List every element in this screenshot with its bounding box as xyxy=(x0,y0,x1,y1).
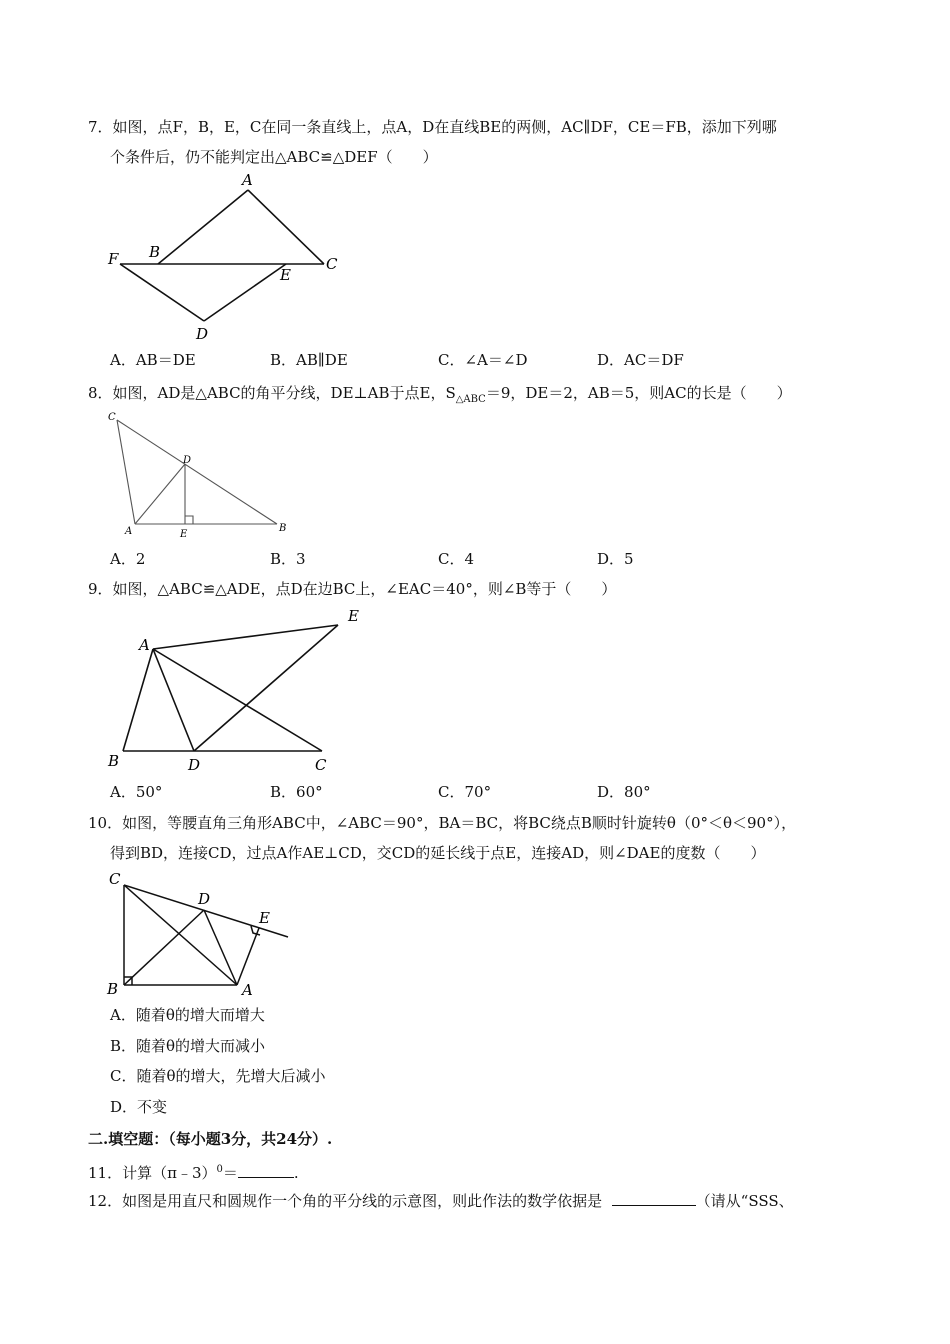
q12-line xyxy=(88,1191,794,1211)
q12-number: 12． xyxy=(88,1192,123,1210)
q11-line xyxy=(88,1160,299,1183)
q7-text-line2: 个条件后，仍不能判定出△ABC≌△DEF（ ） xyxy=(110,148,438,166)
q9-label-b: B xyxy=(108,752,120,770)
q7-number: 7． xyxy=(88,118,113,136)
q10-label-c: C xyxy=(109,870,121,888)
q9-figure xyxy=(100,603,370,778)
q9-label-a: A xyxy=(139,636,150,654)
q8-option-a: A．2 xyxy=(110,550,146,568)
q9-label-e: E xyxy=(348,607,359,625)
q7-figure xyxy=(100,170,360,345)
q10-option-c: C．随着θ的增大，先增大后减小 xyxy=(110,1067,326,1085)
q7-line1 xyxy=(88,117,777,137)
q8-number: 8． xyxy=(88,384,113,402)
q10-number: 10． xyxy=(88,814,123,832)
q12-text-after: （请从“SSS、 xyxy=(695,1192,794,1210)
q9-label-c: C xyxy=(315,756,327,774)
q7-label-f: F xyxy=(108,250,119,268)
q10-label-b: B xyxy=(107,980,119,998)
q7-label-a: A xyxy=(242,171,253,189)
q7-option-c: C．∠A＝∠D xyxy=(438,351,528,369)
q7-label-e: E xyxy=(280,266,291,284)
q8-text-sub: △ABC xyxy=(455,394,486,405)
q12-text: 如图是用直尺和圆规作一个角的平分线的示意图，则此作法的数学依据是 xyxy=(122,1192,603,1210)
q8-line xyxy=(88,383,792,410)
q8-label-d: D xyxy=(183,455,192,466)
q12-answer-blank[interactable] xyxy=(612,1191,696,1206)
q10-option-a: A．随着θ的增大而增大 xyxy=(110,1006,265,1024)
q11-exponent: 0 xyxy=(216,1164,223,1175)
q7-label-b: B xyxy=(149,243,161,261)
q10-text-line2: 得到BD，连接CD，过点A作AE⊥CD，交CD的延长线于点E，连接AD，则∠DAE的度数（ ） xyxy=(110,844,766,862)
q11-text-a: 计算（π﹣3） xyxy=(122,1164,217,1182)
q11-number: 11． xyxy=(88,1164,123,1182)
q9-line xyxy=(88,579,616,599)
q8-label-a: A xyxy=(125,526,133,537)
q10-line1 xyxy=(88,813,796,833)
q7-text-line1: 如图，点F，B，E，C在同一条直线上，点A，D在直线BE的两侧，AC∥DF，CE＝FB，添加下列哪 xyxy=(112,118,777,136)
q8-option-d: D．5 xyxy=(597,550,634,568)
q8-option-c: C．4 xyxy=(438,550,475,568)
q7-option-a: A．AB＝DE xyxy=(110,351,196,369)
q7-label-d: D xyxy=(196,325,209,343)
q9-number: 9． xyxy=(88,580,113,598)
q8-label-e: E xyxy=(180,529,188,540)
q10-figure xyxy=(100,868,300,1003)
q11-answer-blank[interactable] xyxy=(238,1163,294,1178)
q10-option-b: B．随着θ的增大而减小 xyxy=(110,1037,266,1055)
q11-text-b: ＝ xyxy=(222,1164,238,1182)
q10-text-line1: 如图，等腰直角三角形ABC中，∠ABC＝90°，BA＝BC，将BC绕点B顺时针旋转θ（0°＜θ＜90°）， xyxy=(122,814,797,832)
q7-option-b: B．AB∥DE xyxy=(270,351,348,369)
q7-label-c: C xyxy=(326,255,338,273)
q9-option-a: A．50° xyxy=(110,783,163,801)
q8-label-c: C xyxy=(108,412,116,423)
q8-figure xyxy=(100,408,300,543)
q10-label-a: A xyxy=(242,981,253,999)
q9-option-c: C．70° xyxy=(438,783,492,801)
q9-option-d: D．80° xyxy=(597,783,651,801)
q10-option-d: D．不变 xyxy=(110,1098,168,1116)
q8-label-b: B xyxy=(279,523,287,534)
section-2-title: 二.填空题：（每小题3分，共24分）. xyxy=(88,1130,333,1148)
q10-label-d: D xyxy=(198,890,211,908)
q8-option-b: B．3 xyxy=(270,550,306,568)
q9-label-d: D xyxy=(188,756,201,774)
q10-label-e: E xyxy=(259,909,270,927)
q9-text: 如图，△ABC≌△ADE，点D在边BC上，∠EAC＝40°，则∠B等于（ ） xyxy=(112,580,617,598)
q11-text-c: . xyxy=(293,1164,299,1182)
q9-option-b: B．60° xyxy=(270,783,323,801)
q7-option-d: D．AC＝DF xyxy=(597,351,684,369)
q8-text-b: ＝9，DE＝2，AB＝5，则AC的长是（ ） xyxy=(485,384,792,402)
q8-text-a: 如图，AD是△ABC的角平分线，DE⊥AB于点E，S xyxy=(112,384,456,402)
